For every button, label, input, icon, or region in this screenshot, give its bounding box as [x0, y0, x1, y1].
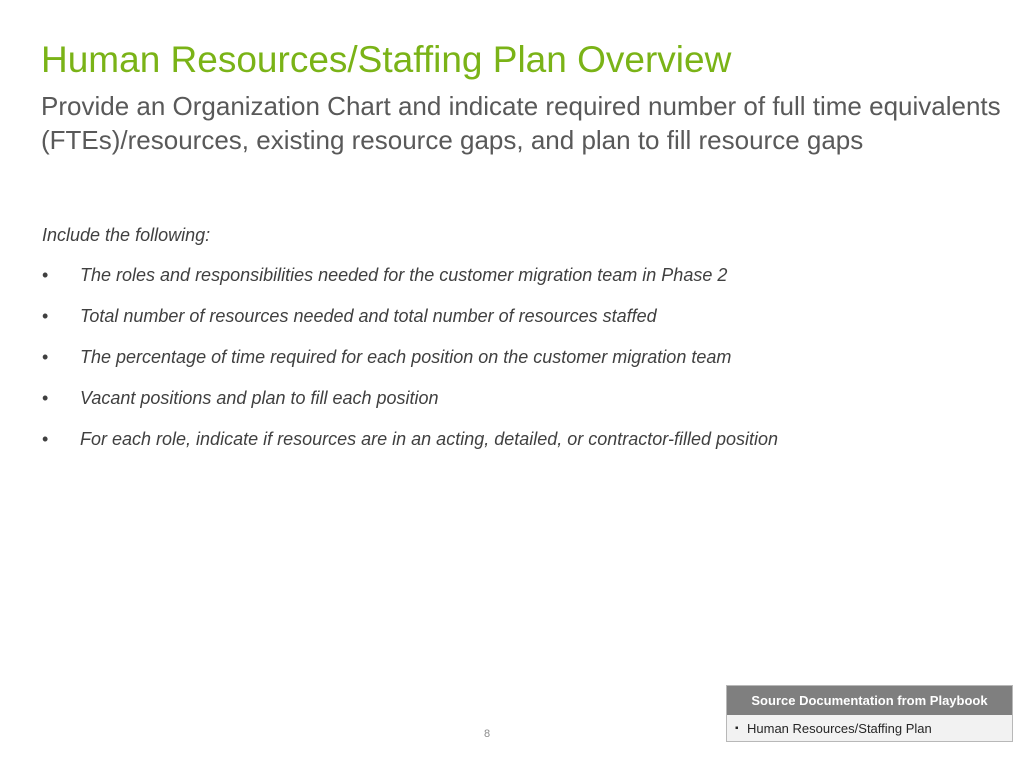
source-documentation-box — [726, 685, 1013, 742]
slide-subtitle: Provide an Organization Chart and indicate required number of full time equivalents (FTEs)/resources, existing resource gaps, and plan to fill resource gaps — [41, 91, 1001, 155]
slide-title: Human Resources/Staffing Plan Overview — [41, 39, 732, 80]
bullet-icon: • — [42, 306, 49, 326]
list-item-text: The roles and responsibilities needed for the customer migration team in Phase 2 — [80, 265, 728, 285]
source-box-item-text: Human Resources/Staffing Plan — [747, 721, 932, 736]
bullet-icon: • — [42, 347, 49, 367]
intro-text: Include the following: — [42, 225, 211, 245]
source-box-header: Source Documentation from Playbook — [727, 686, 1012, 715]
page-number: 8 — [484, 728, 491, 740]
bullet-icon: • — [42, 265, 49, 285]
source-box-item — [727, 715, 1012, 742]
bullet-icon: • — [42, 388, 49, 408]
list-item-text: Total number of resources needed and total number of resources staffed — [80, 306, 657, 326]
list-item-text: The percentage of time required for each position on the customer migration team — [80, 347, 732, 367]
list-item-text: Vacant positions and plan to fill each position — [80, 388, 439, 408]
list-item-text: For each role, indicate if resources are in an acting, detailed, or contractor-filled position — [80, 429, 779, 449]
square-bullet-icon: ▪ — [735, 723, 739, 734]
bullet-icon: • — [42, 429, 49, 449]
